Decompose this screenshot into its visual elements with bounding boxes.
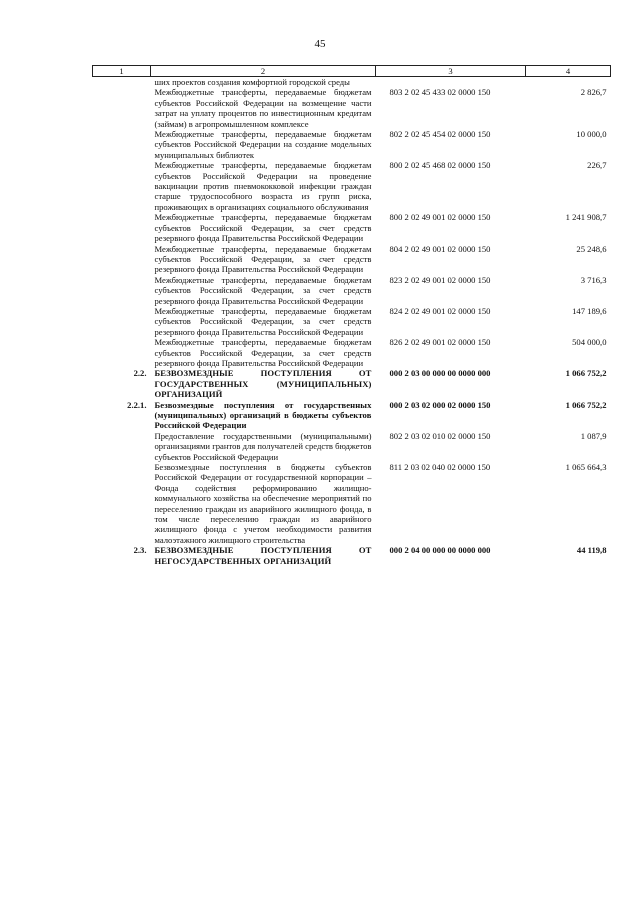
column-header-1: 1 — [93, 66, 151, 77]
row-description: Межбюджетные трансферты, передаваемые бюджетам субъектов Российской Федерации на возмещение части затрат на уплату процентов по инвестиционным кредитам (займам) в агропромышленном комплексе — [154, 87, 372, 129]
row-number — [93, 462, 151, 545]
table-row — [93, 431, 611, 462]
row-amount: 1 087,9 — [580, 430, 607, 441]
row-description: Безвозмездные поступления от государственных (муниципальных) организаций в бюджеты субъектов Российской Федерации — [154, 399, 372, 431]
row-amount: 44 119,8 — [576, 545, 607, 556]
row-amount: 147 189,6 — [572, 305, 607, 316]
row-budget-code: 823 2 02 49 001 02 0000 150 — [389, 274, 491, 285]
row-number: 2.3. — [133, 545, 147, 556]
row-number: 2.2.1. — [127, 399, 147, 410]
row-description: Межбюджетные трансферты, передаваемые бюджетам субъектов Российской Федерации, за счет средств резервного фонда Правительства Российской Федерации — [154, 337, 372, 368]
row-budget-code: 804 2 02 49 001 02 0000 150 — [389, 243, 491, 254]
table-row — [93, 160, 611, 212]
column-header-2: 2 — [151, 66, 376, 77]
table-row — [93, 368, 611, 399]
row-amount: 226,7 — [587, 160, 607, 171]
row-amount: 10 000,0 — [576, 129, 607, 140]
row-budget-code: 824 2 02 49 001 02 0000 150 — [389, 305, 491, 316]
column-header-3: 3 — [376, 66, 526, 77]
row-amount — [526, 77, 611, 88]
row-budget-code: 000 2 03 00 000 00 0000 000 — [389, 368, 491, 379]
row-number: 2.2. — [133, 368, 147, 379]
row-description: ших проектов создания комфортной городской среды — [154, 77, 350, 87]
budget-table — [92, 65, 611, 566]
table-row — [93, 275, 611, 306]
row-description: БЕЗВОЗМЕЗДНЫЕ ПОСТУПЛЕНИЯ ОТ НЕГОСУДАРСТВЕННЫХ ОРГАНИЗАЦИЙ — [154, 545, 372, 566]
row-number — [93, 431, 151, 462]
row-description: БЕЗВОЗМЕЗДНЫЕ ПОСТУПЛЕНИЯ ОТ ГОСУДАРСТВЕННЫХ (МУНИЦИПАЛЬНЫХ) ОРГАНИЗАЦИЙ — [154, 368, 372, 400]
row-number — [93, 275, 151, 306]
row-number — [93, 306, 151, 337]
header-row — [93, 66, 611, 77]
row-budget-code: 000 2 03 02 000 02 0000 150 — [389, 399, 491, 410]
row-description: Межбюджетные трансферты, передаваемые бюджетам субъектов Российской Федерации, за счет средств резервного фонда Правительства Российской Федерации — [154, 212, 372, 244]
row-number — [93, 129, 151, 160]
row-number — [93, 212, 151, 243]
row-description: Межбюджетные трансферты, передаваемые бюджетам субъектов Российской Федерации, за счет средств резервного фонда Правительства Российской Федерации — [154, 274, 372, 306]
row-description: Безвозмездные поступления в бюджеты субъектов Российской Федерации от государственной корпорации – Фонда содействия реформированию жилищно-коммунального хозяйства на обеспечение мероприятий по переселению граждан из аварийного жилищного фонда, в том числе переселению граждан из аварийного жилищного фонда с учетом необходимости развития малоэтажного жилищного строительства — [154, 462, 372, 545]
row-number — [93, 160, 151, 212]
row-budget-code: 802 2 03 02 010 02 0000 150 — [389, 430, 491, 441]
row-budget-code: 826 2 02 49 001 02 0000 150 — [389, 337, 491, 348]
row-budget-code — [376, 77, 526, 88]
row-number — [93, 244, 151, 275]
page-number: 45 — [314, 38, 326, 50]
row-number — [93, 87, 151, 129]
row-description: Предоставление государственными (муниципальными) организациями грантов для получателей средств бюджетов субъектов Российской Федерации — [154, 430, 372, 462]
row-amount: 1 066 752,2 — [565, 399, 607, 410]
row-description: Межбюджетные трансферты, передаваемые бюджетам субъектов Российской Федерации, за счет средств резервного фонда Правительства Российской Федерации — [154, 243, 372, 275]
table-row — [93, 462, 611, 545]
row-budget-code: 811 2 03 02 040 02 0000 150 — [389, 462, 491, 473]
table-row — [93, 545, 611, 566]
row-budget-code: 803 2 02 45 433 02 0000 150 — [389, 87, 491, 98]
table-row — [93, 306, 611, 337]
row-description: Межбюджетные трансферты, передаваемые бюджетам субъектов Российской Федерации, за счет средств резервного фонда Правительства Российской Федерации — [154, 305, 372, 337]
table-header — [93, 66, 611, 77]
table-row — [93, 400, 611, 431]
row-description: Межбюджетные трансферты, передаваемые бюджетам субъектов Российской Федерации на проведение вакцинации против пневмококковой инфекции граждан старше трудоспособного возраста из групп риска, проживающих в организациях социального обслуживания — [154, 160, 372, 212]
column-header-4: 4 — [526, 66, 611, 77]
row-budget-code: 000 2 04 00 000 00 0000 000 — [389, 545, 491, 556]
row-amount: 3 716,3 — [580, 274, 607, 285]
row-amount: 504 000,0 — [572, 337, 607, 348]
row-budget-code: 802 2 02 45 454 02 0000 150 — [389, 129, 491, 140]
row-description: Межбюджетные трансферты, передаваемые бюджетам субъектов Российской Федерации на создание модельных муниципальных библиотек — [154, 129, 372, 160]
row-number — [93, 77, 151, 88]
row-amount: 1 066 752,2 — [565, 368, 607, 379]
table-row — [93, 244, 611, 275]
row-amount: 2 826,7 — [580, 87, 607, 98]
table-row — [93, 129, 611, 160]
table-row — [93, 77, 611, 88]
table-row — [93, 212, 611, 243]
row-number — [93, 337, 151, 368]
row-amount: 1 241 908,7 — [565, 212, 607, 223]
row-budget-code: 800 2 02 45 468 02 0000 150 — [389, 160, 491, 171]
table-row — [93, 337, 611, 368]
table-body — [93, 77, 611, 567]
row-amount: 1 065 664,3 — [565, 462, 607, 473]
row-amount: 25 248,6 — [576, 243, 607, 254]
row-budget-code: 800 2 02 49 001 02 0000 150 — [389, 212, 491, 223]
table-row — [93, 87, 611, 129]
